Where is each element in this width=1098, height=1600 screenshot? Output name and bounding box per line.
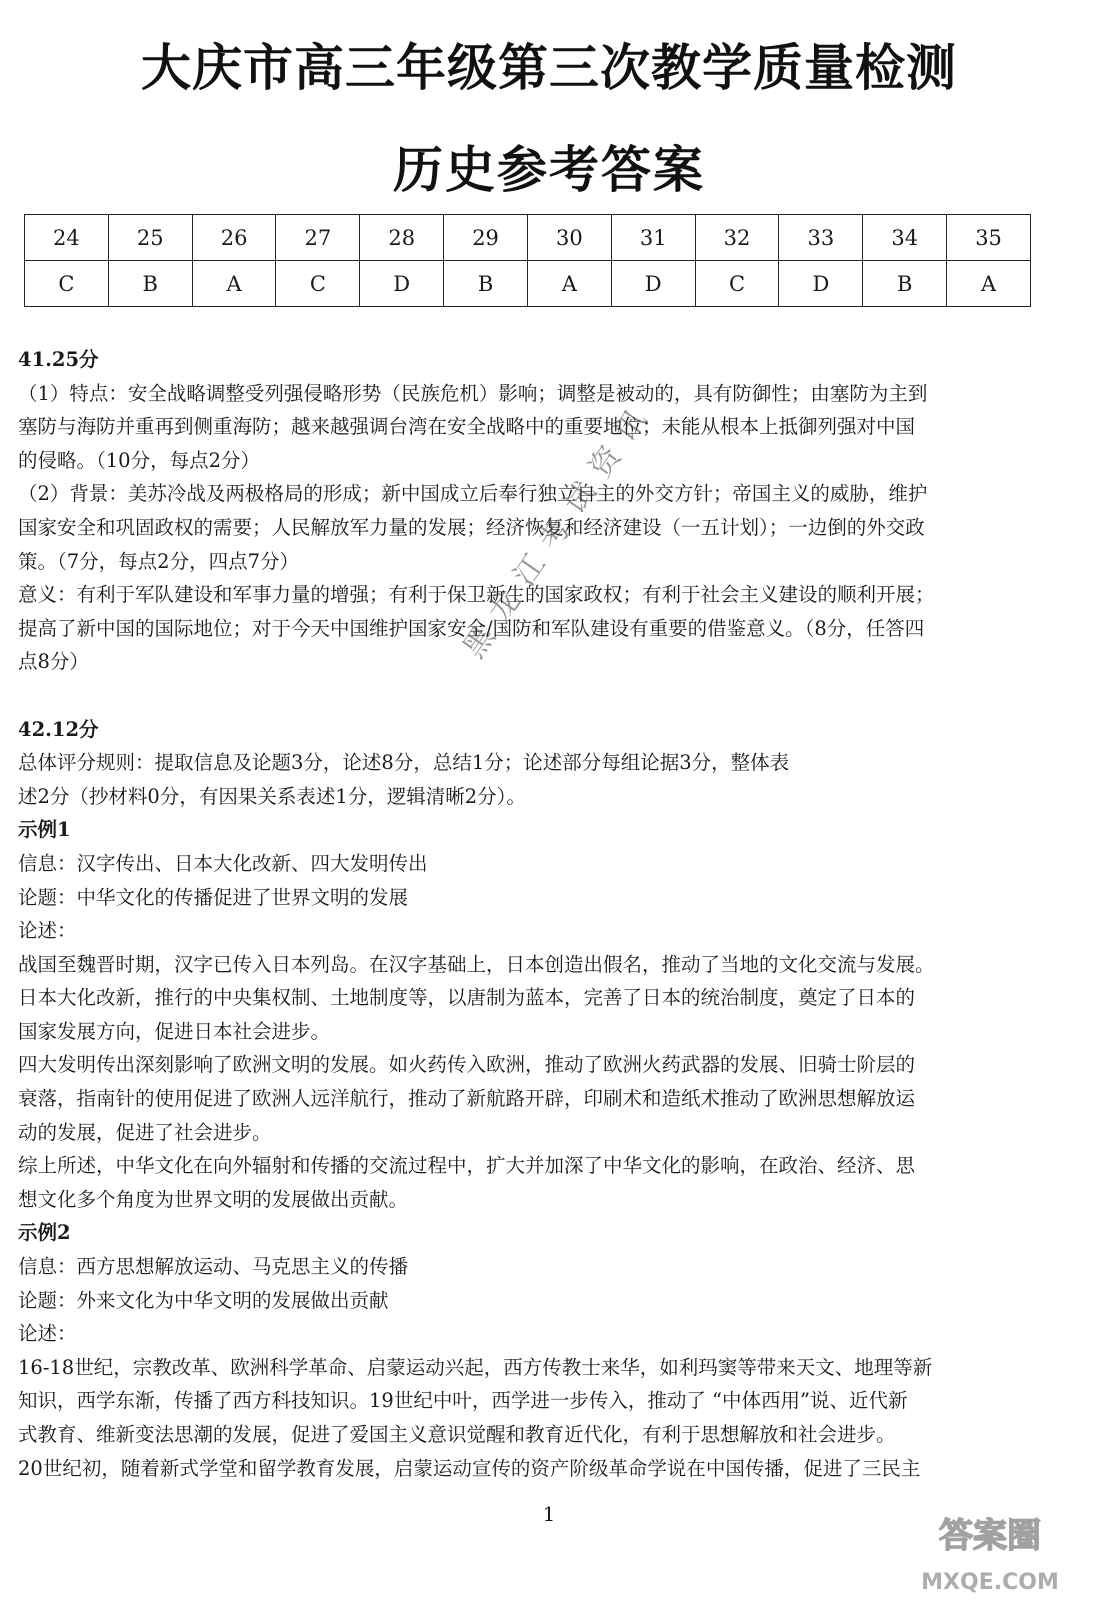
paragraph-line: 式教育、维新变法思潮的发展，促进了爱国主义意识觉醒和教育近代化，有利于思想解放和社会进步。 (18, 1423, 896, 1446)
paragraph-line: 综上所述，中华文化在向外辐射和传播的交流过程中，扩大并加深了中华文化的影响，在政治、经济、思 (18, 1154, 916, 1178)
question-41-heading: 41.25分 (18, 348, 99, 371)
watermark-stamp: 黑龙江考试资讯 (456, 392, 662, 665)
answer-table-number-row (25, 215, 1031, 261)
paragraph-line: 论述： (18, 919, 77, 943)
paragraph-line: 信息：西方思想解放运动、马克思主义的传播 (18, 1255, 409, 1279)
paragraph-line: 战国至魏晋时期，汉字已传入日本列岛。在汉字基础上，日本创造出假名，推动了当地的文化交流与发展。 (18, 952, 935, 976)
document-subtitle: 历史参考答案 (393, 141, 705, 199)
question-number-cell: 35 (947, 215, 1031, 261)
document-title: 大庆市高三年级第三次教学质量检测 (141, 39, 957, 97)
paragraph-line: 策。（7分，每点2分，四点7分） (18, 549, 299, 573)
answer-cell: B (444, 261, 528, 307)
answer-cell: C (276, 261, 360, 307)
paragraph-line: 信息：汉字传出、日本大化改新、四大发明传出 (18, 851, 428, 875)
paragraph-line: 衰落，指南针的使用促进了欧洲人远洋航行，推动了新航路开辟，印刷术和造纸术推动了欧洲思想解放运 (18, 1087, 916, 1111)
question-number-cell: 31 (611, 215, 695, 261)
question-number-cell: 29 (444, 215, 528, 261)
watermark-site-text: MXQE.COM (921, 1570, 1059, 1595)
answer-cell: C (25, 261, 109, 307)
answer-cell: B (863, 261, 947, 307)
answer-cell: A (192, 261, 276, 307)
watermark-logo-text: 答案圈 (939, 1516, 1041, 1556)
answer-table (24, 214, 1031, 307)
answer-cell: A (947, 261, 1031, 307)
paragraph-line: 论题：外来文化为中华文明的发展做出贡献 (18, 1288, 389, 1312)
paragraph-line: 国家发展方向，促进日本社会进步。 (18, 1019, 331, 1043)
paragraph-line: （1）特点：安全战略调整受列强侵略形势（民族危机）影响；调整是被动的，具有防御性；由塞防为主到 (18, 381, 928, 405)
paragraph-line: 知识，西学东渐，传播了西方科技知识。19世纪中叶，西学进一步传入，推动了 “中体西用”说、近代新 (18, 1389, 908, 1413)
paragraph-line: 塞防与海防并重再到侧重海防；越来越强调台湾在安全战略中的重要地位；未能从根本上抵御列强对中国 (18, 415, 916, 439)
paragraph-line: 论述： (18, 1322, 77, 1346)
paragraph-line: （2）背景：美苏冷战及两极格局的形成；新中国成立后奉行独立自主的外交方针；帝国主义的威胁，维护 (18, 482, 928, 506)
question-number-cell: 26 (192, 215, 276, 261)
answer-cell: C (695, 261, 779, 307)
question-42-heading: 42.12分 (18, 717, 99, 741)
paragraph-line: 日本大化改新，推行的中央集权制、土地制度等，以唐制为蓝本，完善了日本的统治制度，奠定了日本的 (18, 986, 916, 1010)
paragraph-line: 点8分） (18, 650, 89, 674)
answer-cell: D (611, 261, 695, 307)
paragraph-line: 20世纪初，随着新式学堂和留学教育发展，启蒙运动宣传的资产阶级革命学说在中国传播，促进了三民主 (18, 1456, 921, 1480)
paragraph-line: 动的发展，促进了社会进步。 (18, 1120, 272, 1144)
paragraph-line: 国家安全和巩固政权的需要；人民解放军力量的发展；经济恢复和经济建设（一五计划）；一边倒的外交政 (18, 515, 925, 539)
paragraph-line: 提高了新中国的国际地位；对于今天中国维护国家安全/国防和军队建设有重要的借鉴意义。（8分，任答四 (18, 616, 925, 640)
question-number-cell: 24 (25, 215, 109, 261)
example-heading: 示例1 (18, 818, 71, 842)
answer-cell: B (108, 261, 192, 307)
paragraph-line: 总体评分规则：提取信息及论题3分，论述8分，总结1分；论述部分每组论据3分，整体表 (18, 751, 790, 775)
paragraph-line: 想文化多个角度为世界文明的发展做出贡献。 (18, 1187, 409, 1211)
paragraph-line: 述2分（抄材料0分，有因果关系表述1分，逻辑清晰2分）。 (18, 784, 526, 808)
question-number-cell: 28 (360, 215, 444, 261)
answer-cell: A (527, 261, 611, 307)
paragraph-line: 四大发明传出深刻影响了欧洲文明的发展。如火药传入欧洲，推动了欧洲火药武器的发展、旧骑士阶层的 (18, 1053, 916, 1077)
answer-table-answer-row (25, 261, 1031, 307)
question-number-cell: 27 (276, 215, 360, 261)
question-number-cell: 33 (779, 215, 863, 261)
question-42-section (18, 713, 1068, 1486)
question-number-cell: 32 (695, 215, 779, 261)
paragraph-line: 的侵略。（10分，每点2分） (18, 448, 260, 472)
question-number-cell: 34 (863, 215, 947, 261)
answer-cell: D (360, 261, 444, 307)
paragraph-line: 16-18世纪，宗教改革、欧洲科学革命、启蒙运动兴起，西方传教士来华，如利玛窦等带来天文、地理等新 (18, 1355, 933, 1379)
example-heading: 示例2 (18, 1221, 71, 1245)
page-number: 1 (542, 1502, 556, 1526)
question-number-cell: 30 (527, 215, 611, 261)
paragraph-line: 意义：有利于军队建设和军事力量的增强；有利于保卫新生的国家政权；有利于社会主义建设的顺利开展； (18, 583, 935, 607)
watermark-logo (895, 1505, 1085, 1595)
paragraph-line: 论题：中华文化的传播促进了世界文明的发展 (18, 885, 409, 909)
section-gap (18, 679, 1068, 713)
question-number-cell: 25 (108, 215, 192, 261)
answer-cell: D (779, 261, 863, 307)
